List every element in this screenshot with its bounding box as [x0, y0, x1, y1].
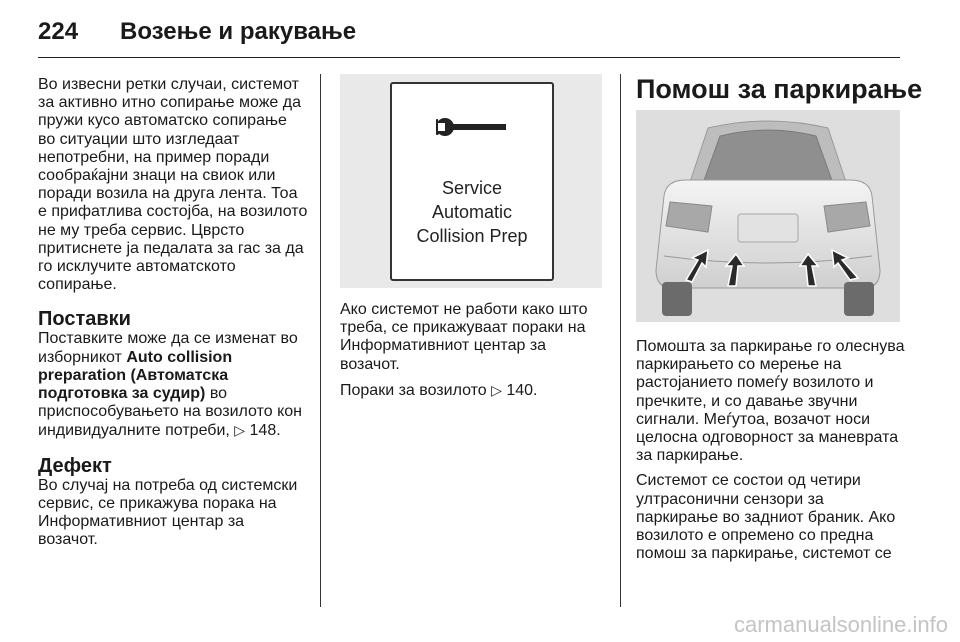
- malfunction-paragraph: Ако системот не работи како што треба, се прикажуваат пораки на Информативниот центар за возачот.: [340, 301, 588, 373]
- parking-assist-title: Помош за паркирање: [636, 74, 923, 104]
- reference-arrow-icon: ▷: [234, 422, 246, 439]
- settings-text-end: во приспособувањето на возилото кон индивидуалните потреби,: [38, 385, 302, 440]
- vehicle-messages-text: Пораки за возилото: [340, 381, 492, 399]
- settings-heading: Поставки: [38, 308, 131, 331]
- settings-page-ref[interactable]: 148.: [249, 422, 281, 440]
- header-divider: [38, 57, 900, 58]
- service-display-figure: [340, 74, 602, 288]
- display-line-3: Collision Prep: [416, 226, 528, 246]
- vehicle-messages-page-ref[interactable]: 140.: [506, 381, 538, 399]
- reference-arrow-icon: ▷: [491, 381, 502, 398]
- intro-paragraph: Во извесни ретки случаи, системот за активно итно сопирање може да пружи кусо автоматско сопирање во ситуации што изгледаат непотребни, на пример поради сообраќајни знаци на свиок или поради возила на друга лента. Тоа е прифатлива состојба, на возилото не му треба сервис. Цврсто притиснете ја педалата за гас за да го исклучите автоматското сопирање.: [38, 76, 308, 294]
- display-line-1: Service: [441, 178, 503, 198]
- car-rear-figure: [636, 110, 900, 322]
- fault-heading: Дефект: [38, 454, 112, 477]
- page-number: 224: [38, 18, 79, 45]
- car-rear-illustration: [636, 110, 900, 322]
- settings-menu-name: Auto collision preparation (Автоматска подготовка за судир): [38, 348, 233, 403]
- parking-sensors-paragraph: Системот се состои од четири ултрасонични сензори за паркирање во задниот браник. Ако возилото е опремено со предна помош за паркирање, системот се: [636, 472, 896, 563]
- settings-text-start: Поставките може да се изменат во изборникот: [38, 330, 298, 366]
- parking-assist-intro: Помошта за паркирање го олеснува паркирањето со мерење на растојанието помеѓу возилото и пречките, и со давање звучни сигнали. Меѓутоа, возачот носи целосна одговорност за маневрата за паркирање.: [636, 338, 905, 465]
- column-divider-left: [320, 74, 321, 607]
- vehicle-messages-paragraph: [340, 381, 608, 400]
- column-right: [636, 338, 908, 563]
- display-line-2: Automatic: [431, 202, 513, 222]
- driver-info-display: [390, 82, 554, 281]
- column-middle: [340, 301, 608, 400]
- chapter-title: Возење и ракување: [120, 18, 357, 45]
- fault-paragraph: Во случај на потреба од системски сервис, се прикажува порака на Информативниот центар за возачот.: [38, 476, 298, 549]
- settings-paragraph: [38, 330, 308, 440]
- column-divider-right: [620, 74, 621, 607]
- watermark: carmanualsonline.info: [733, 612, 948, 637]
- wrench-icon: [436, 116, 508, 138]
- column-left: [38, 76, 308, 549]
